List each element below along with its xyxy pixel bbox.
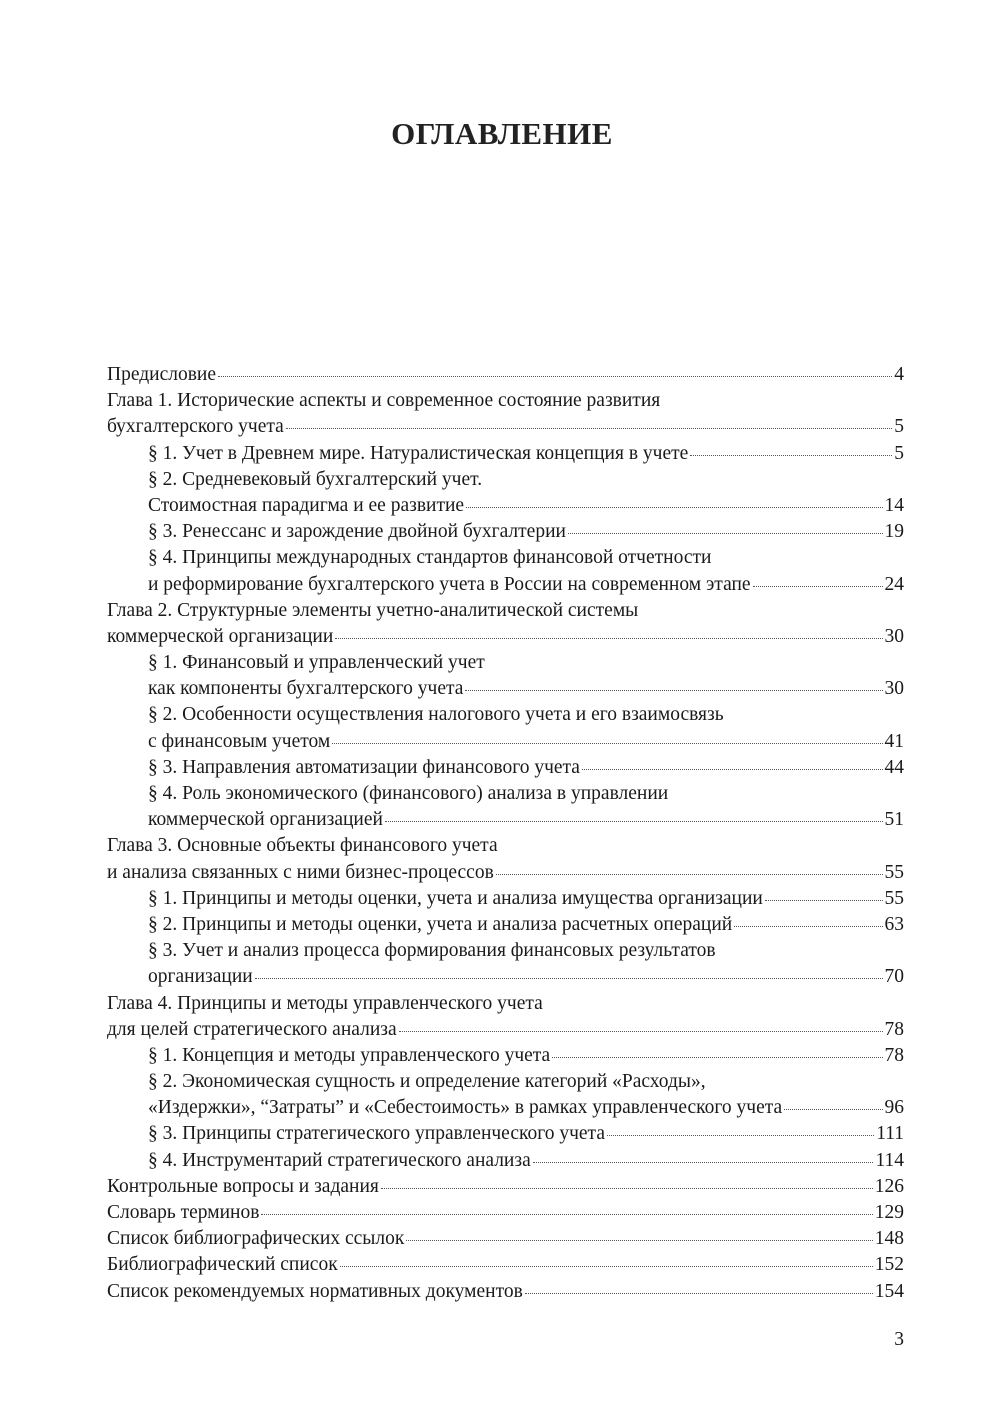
toc-page-number: 78 [884,1018,904,1040]
dot-leader [465,690,882,691]
toc-page-number: 55 [884,861,904,883]
page-title: ОГЛАВЛЕНИЕ [391,116,613,151]
toc-entry-text: и реформирование бухгалтерского учета в России на современном этапе [148,573,751,595]
toc-chapter-line[interactable] [107,414,904,440]
toc-entry-text: Список рекомендуемых нормативных документов [107,1280,523,1302]
toc-section-line[interactable] [107,912,904,938]
toc-entry-text: для целей стратегического анализа [107,1018,397,1040]
toc-entry-text: Стоимостная парадигма и ее развитие [148,494,465,516]
dot-leader [466,507,882,508]
toc-section-line[interactable] [107,1043,904,1069]
toc-page-number: 70 [884,966,904,988]
toc-entry-text: § 1. Финансовый и управленческий учет [148,652,485,674]
toc-entry-text: § 3. Направления автоматизации финансового учета [148,756,580,778]
toc-section-line[interactable] [107,702,904,728]
toc-entry-text: «Издержки», “Затраты” и «Себестоимость» в рамках управленческого учета [148,1097,783,1119]
toc-entry-text: § 1. Учет в Древнем мире. Натуралистическая концепция в учете [148,442,689,464]
toc-section-line[interactable] [107,1095,904,1121]
toc-chapter-line[interactable] [107,1174,904,1200]
toc-page-number: 41 [884,730,904,752]
toc-section-line[interactable] [107,650,904,676]
dot-leader [533,1162,874,1163]
toc-page-number: 78 [884,1044,904,1066]
toc-page-number: 96 [884,1097,904,1119]
page-number: 3 [894,1329,904,1350]
toc-entry-text: Словарь терминов [107,1202,260,1223]
toc-entry-text: коммерческой организации [107,625,334,647]
toc-page-number: 114 [875,1149,904,1171]
toc-page-number: 5 [894,442,904,464]
toc-page-number: 19 [884,521,904,543]
table-of-contents [107,362,904,1305]
toc-page-number: 126 [874,1175,904,1197]
dot-leader [607,1135,874,1136]
toc-entry-text: Предисловие [107,364,217,385]
toc-page-number: 148 [874,1228,904,1250]
toc-chapter-line[interactable] [107,1252,904,1278]
toc-entry-text: с финансовым учетом [148,730,331,752]
dot-leader [765,900,883,901]
toc-entry-text: § 3. Учет и анализ процесса формирования финансовых результатов [148,940,716,962]
toc-page-number: 154 [874,1280,904,1302]
toc-chapter-line[interactable] [107,362,904,388]
toc-entry-text: Глава 2. Структурные элементы учетно-аналитической системы [107,599,639,621]
toc-page-number: 63 [884,913,904,935]
toc-entry-text: § 1. Концепция и методы управленческого учета [148,1044,551,1066]
toc-entry-text: Список библиографических ссылок [107,1228,405,1250]
toc-section-line[interactable] [107,781,904,807]
toc-entry-text: и анализа связанных с ними бизнес-процессов [107,861,494,883]
toc-page-number: 44 [884,756,904,778]
toc-section-line[interactable] [107,1121,904,1147]
toc-section-line[interactable] [107,545,904,571]
dot-leader [753,586,883,587]
dot-leader [381,1188,873,1189]
toc-entry-text: Глава 3. Основные объекты финансового учета [107,835,498,857]
toc-page-number: 30 [884,625,904,647]
toc-page-number: 129 [874,1202,904,1223]
toc-entry-text: коммерческой организацией [148,809,383,831]
toc-section-line[interactable] [107,676,904,702]
dot-leader [525,1293,873,1294]
toc-page-number: 30 [884,678,904,700]
dot-leader [335,638,882,639]
toc-section-line[interactable] [107,938,904,964]
toc-entry-text: Библиографический список [107,1254,338,1276]
toc-section-line[interactable] [107,493,904,519]
toc-section-line[interactable] [107,467,904,493]
toc-entry-text: § 2. Экономическая сущность и определение категорий «Расходы», [148,1071,706,1093]
toc-section-line[interactable] [107,729,904,755]
toc-entry-text: бухгалтерского учета [107,416,284,438]
toc-entry-text: как компоненты бухгалтерского учета [148,678,464,700]
toc-page-number: 55 [884,887,904,909]
toc-entry-text: § 4. Инструментарий стратегического анализа [148,1149,531,1171]
dot-leader [582,769,883,770]
toc-entry-text: Контрольные вопросы и задания [107,1175,379,1197]
toc-page-number: 111 [876,1123,904,1145]
dot-leader [332,743,882,744]
toc-page-number: 14 [884,494,904,516]
toc-chapter-line[interactable] [107,833,904,859]
toc-page-number: 4 [894,364,904,385]
toc-entry-text: § 2. Особенности осуществления налогового учета и его взаимосвязь [148,704,724,726]
toc-chapter-line[interactable] [107,1279,904,1305]
dot-leader [399,1031,883,1032]
dot-leader [690,455,892,456]
toc-entry-text: § 1. Принципы и методы оценки, учета и анализа имущества организации [148,887,763,909]
toc-entry-text: § 4. Роль экономического (финансового) анализа в управлении [148,783,669,804]
dot-leader [552,1057,882,1058]
toc-chapter-line[interactable] [107,624,904,650]
toc-chapter-line[interactable] [107,860,904,886]
toc-entry-text: организации [148,966,253,988]
dot-leader [568,533,883,534]
toc-entry-text: § 3. Ренессанс и зарождение двойной бухгалтерии [148,521,566,543]
toc-chapter-line[interactable] [107,991,904,1017]
dot-leader [340,1266,873,1267]
toc-entry-text: § 3. Принципы стратегического управленческого учета [148,1123,605,1145]
toc-chapter-line[interactable] [107,1017,904,1043]
dot-leader [385,821,883,822]
dot-leader [406,1240,872,1241]
dot-leader [784,1109,882,1110]
toc-entry-text: § 4. Принципы международных стандартов финансовой отчетности [148,547,712,569]
dot-leader [218,376,892,377]
dot-leader [734,926,882,927]
toc-page-number: 24 [884,573,904,595]
toc-page-number: 51 [884,809,904,831]
toc-entry-text: § 2. Средневековый бухгалтерский учет. [148,468,483,490]
toc-entry-text: Глава 1. Исторические аспекты и современное состояние развития [107,390,661,412]
toc-section-line[interactable] [107,755,904,781]
toc-page-number: 152 [874,1254,904,1276]
toc-chapter-line[interactable] [107,598,904,624]
toc-chapter-line[interactable] [107,1226,904,1252]
toc-section-line[interactable] [107,886,904,912]
dot-leader [496,874,883,875]
toc-chapter-line[interactable] [107,388,904,414]
toc-section-line[interactable] [107,807,904,833]
toc-section-line[interactable] [107,519,904,545]
dot-leader [261,1214,872,1215]
toc-entry-text: § 2. Принципы и методы оценки, учета и анализа расчетных операций [148,913,733,935]
toc-section-line[interactable] [107,1148,904,1174]
toc-section-line[interactable] [107,964,904,990]
dot-leader [286,428,892,429]
toc-section-line[interactable] [107,441,904,467]
toc-section-line[interactable] [107,572,904,598]
toc-page-number: 5 [894,416,904,438]
toc-chapter-line[interactable] [107,1200,904,1226]
dot-leader [255,978,883,979]
toc-section-line[interactable] [107,1069,904,1095]
toc-entry-text: Глава 4. Принципы и методы управленческого учета [107,992,543,1014]
